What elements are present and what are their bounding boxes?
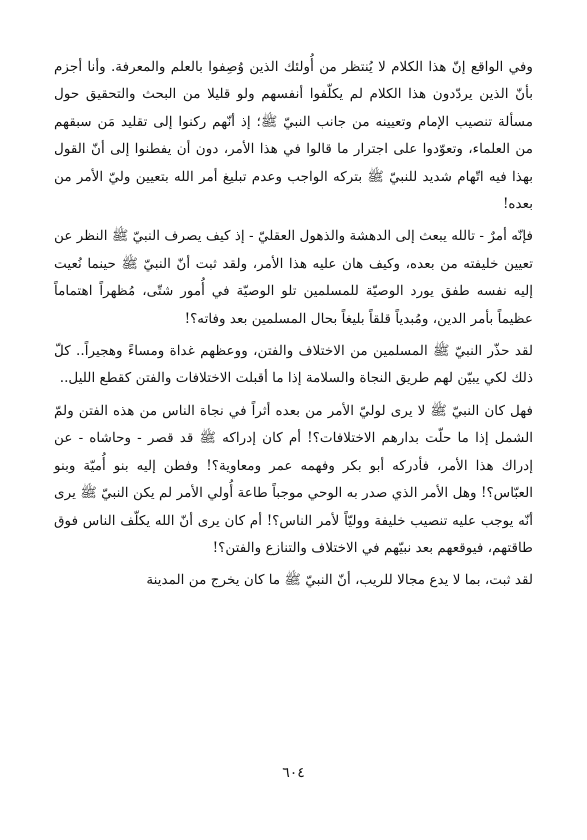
paragraph-5: لقد ثبت، بما لا يدع مجالا للريب، أنّ النبيّ ﷺ ما كان يخرج من المدينة <box>146 572 533 589</box>
paragraph-4: فهل كان النبيّ ﷺ لا يرى لوليّ الأمر من بعده أثراً في نجاة الناس من هذه الفتن ولمّ الشمل إذا ما حلّت بدارهم الاختلافات؟! أم كان إدراكه ﷺ قد قصر - وحاشاه - عن إدراك هذا الأمر، فأدركه أبو بكر وفهمه عمر ومعاوية؟! وفطن إليه بنو أُميّة وبنو العبّاس؟! وهل الأمر الذي صدر به الوحي موجباً طاعة أُولي الأمر لم يكن النبيّ ﷺ يرى أنّه يوجب عليه تنصيب خليفة ووليّاً لأمر الناس؟! أم كان يرى أنّ الله يكلّف الناس فوق طاقتهم، فيوقعهم بعد نبيّهم في الاختلاف والتنازع والفتن؟! <box>54 402 533 556</box>
paragraph-1: وفي الواقع إنّ هذا الكلام لا يُنتظر من أُولئك الذين وُصِفوا بالعلم والمعرفة. وأنا أجزم بأنّ الذين يردّدون هذا الكلام لم يكلّفوا أنفسهم ولو قليلا من البحث والتحقيق حول مسألة تنصيب الإمام وتعيينه من جانب النبيّ ﷺ؛ إذ أنّهم ركنوا إلى تقليد مَن سبقهم من العلماء، وتعوّدوا على اجترار ما قالوا في هذا الأمر، دون أن يفطنوا إلى أنّ القول بهذا فيه اتّهام شديد للنبيّ ﷺ بتركه الواجب وعدم تبليغ أمر الله بتعيين وليّ الأمر من بعده! <box>54 59 533 213</box>
paragraph-2: فإنّه أمرٌ - تالله يبعث إلى الدهشة والذهول العقليّ - إذ كيف يصرف النبيّ ﷺ النظر عن تعيين خليفته من بعده، وكيف هان عليه هذا الأمر، ولقد ثبت أنّ النبيّ ﷺ حينما نُعيت إليه نفسه طفق يورد الوصيّة للمسلمين تلو الوصيّة في أُمور شتّى، مُظهراً اهتماماً عظيماً بأمر الدين، ومُبدياً قلقاً بليغاً بحال المسلمين بعد وفاته؟! <box>54 228 533 327</box>
body-text <box>54 54 533 595</box>
paragraph-3: لقد حذّر النبيّ ﷺ المسلمين من الاختلاف والفتن، ووعظهم غداة ومساءً وهجيراً.. كلّ ذلك لكي يبيّن لهم طريق النجاة والسلامة إذا ما أقبلت الاختلافات والفتن كقطع الليل.. <box>54 343 533 387</box>
page-number: ٦٠٤ <box>282 765 305 781</box>
